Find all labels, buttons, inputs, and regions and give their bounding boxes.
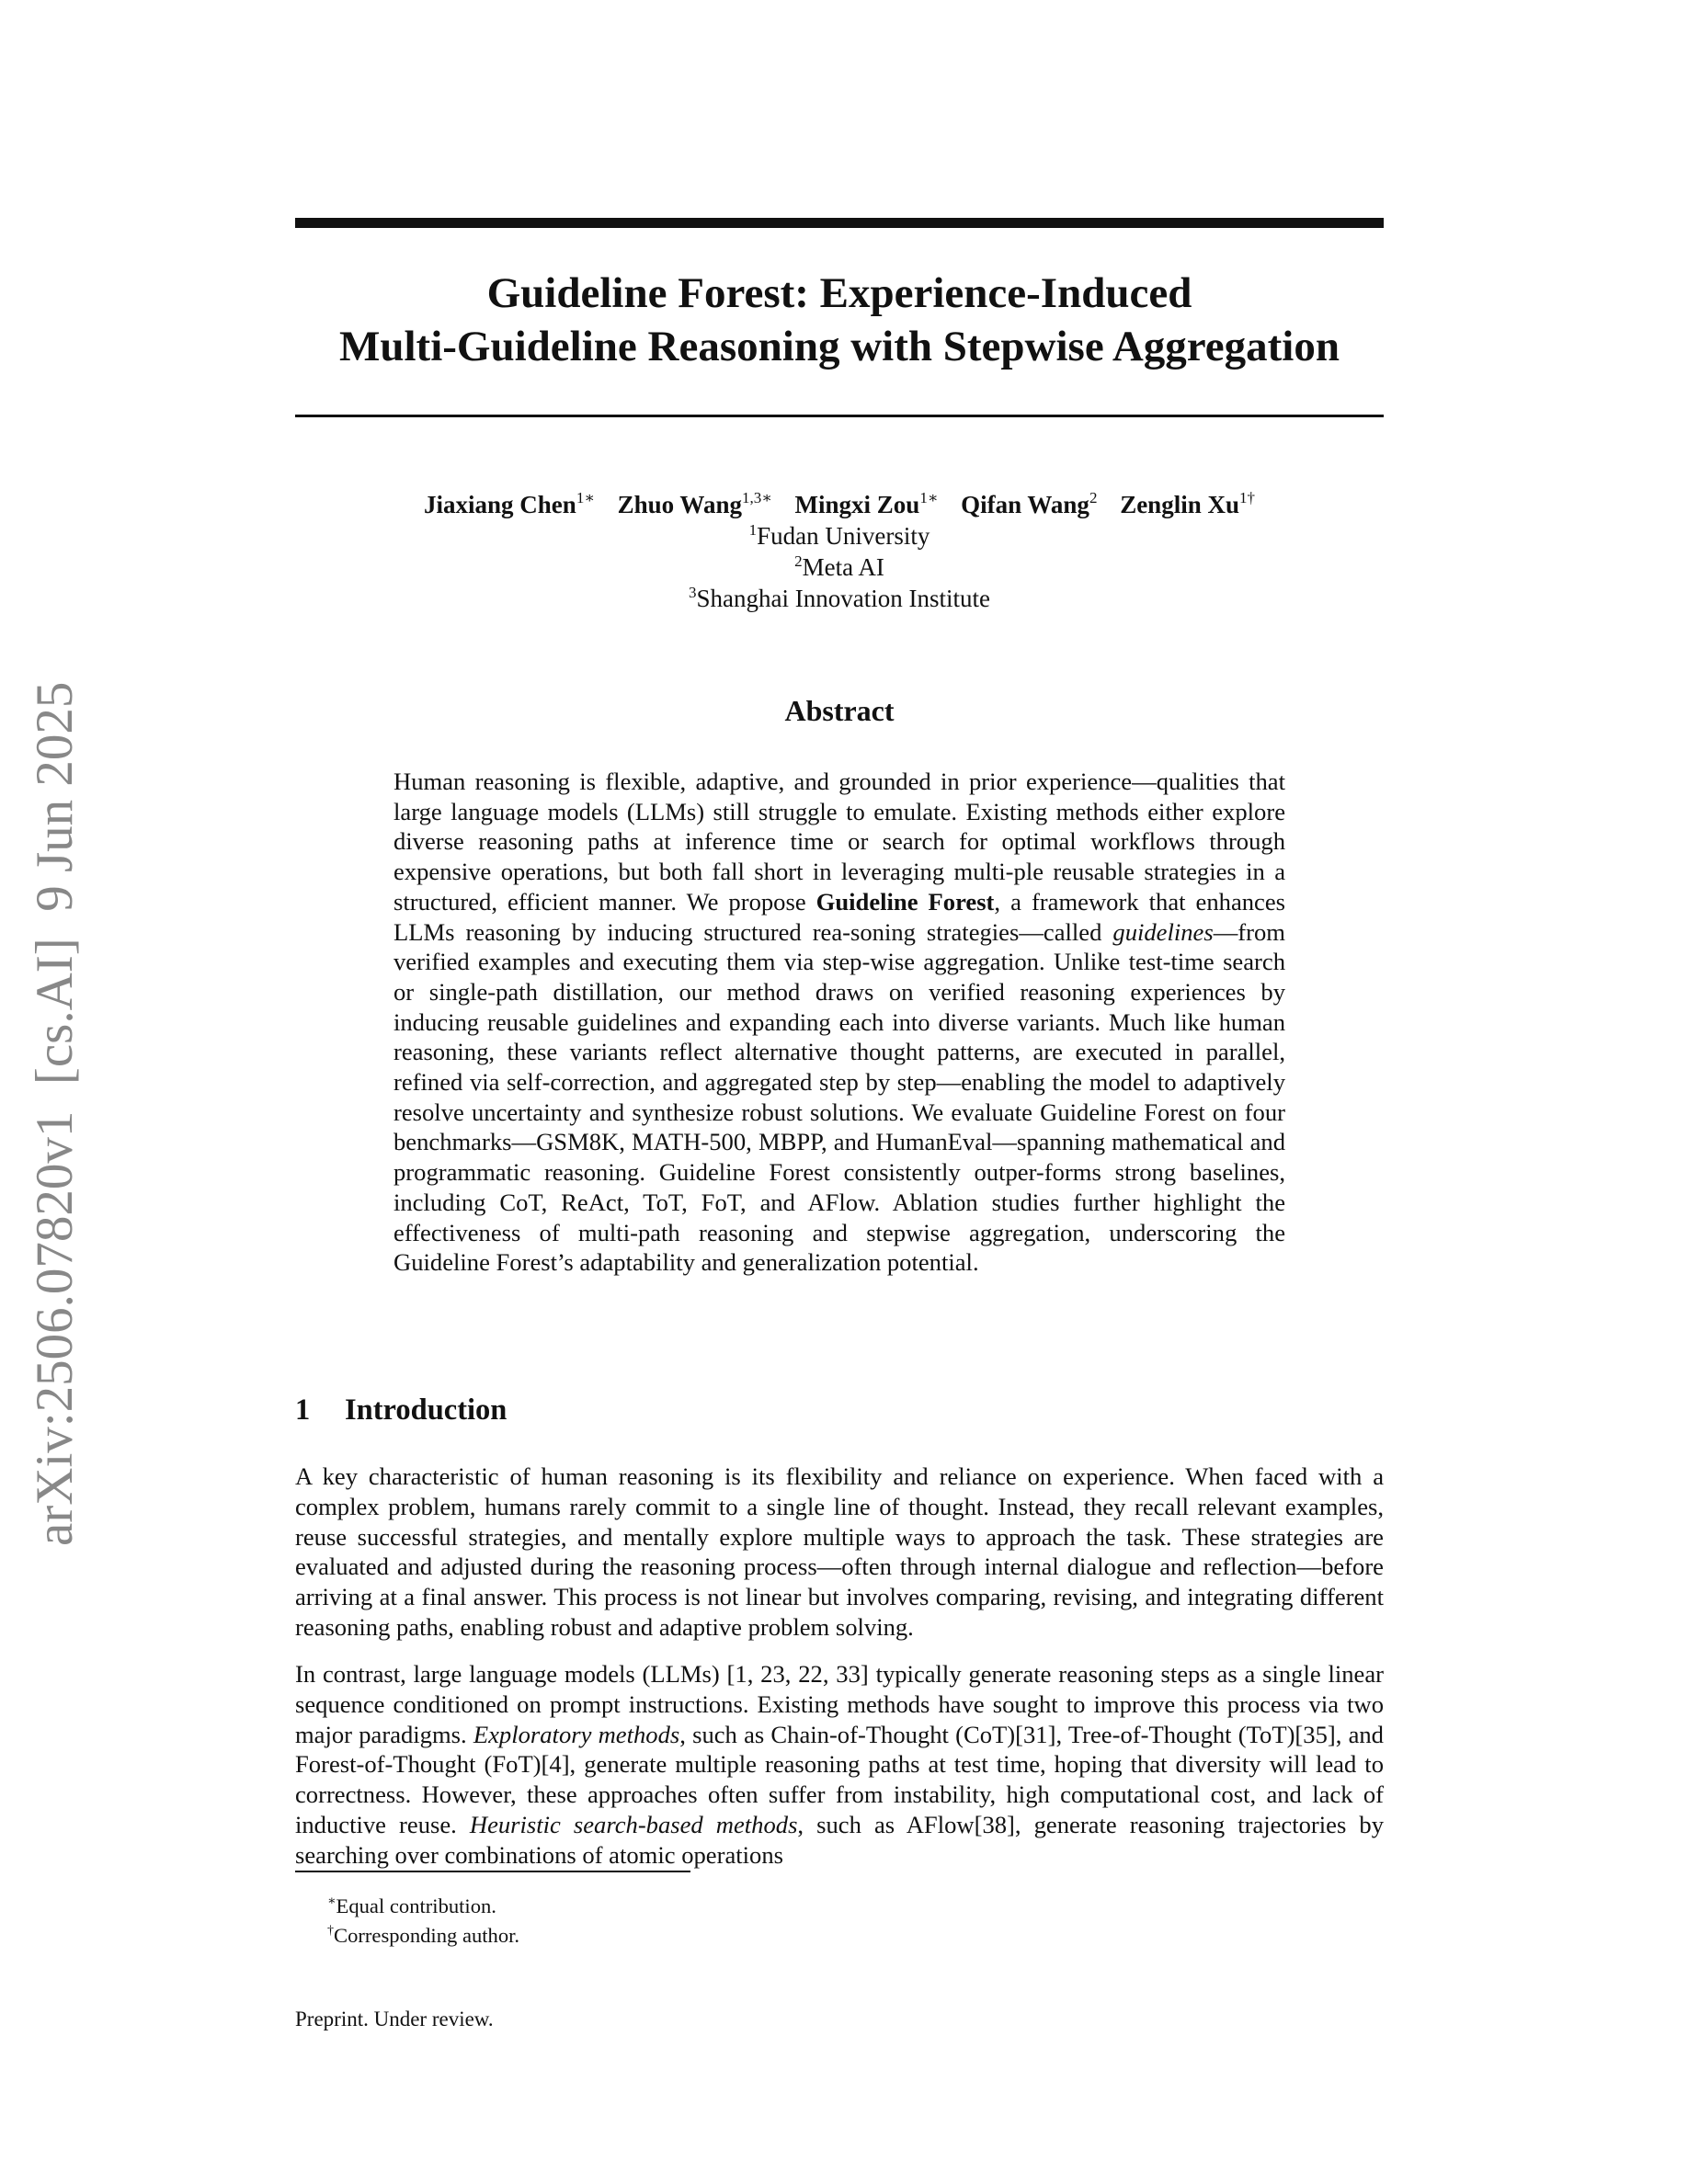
- section-number: 1: [295, 1393, 311, 1427]
- affiliation: $^3$Shanghai Innovation Institute: [689, 584, 990, 612]
- footnote: ∗Equal contribution.: [327, 1894, 496, 1917]
- author-block: [295, 489, 1384, 614]
- title-line-1: Guideline Forest: Experience-Induced: [486, 269, 1192, 317]
- preprint-note: Preprint. Under review.: [295, 2008, 494, 2030]
- title-line-2: Multi-Guideline Reasoning with Stepwise Aggregation: [338, 323, 1340, 370]
- title-rule-bottom: [295, 415, 1384, 417]
- author-name: Zenglin $Xu^{1\dagger}$: [1120, 489, 1255, 518]
- intro-paragraph-2: In contrast, large language models (LLMs) [1, 23, 22, 33] typically generate reasoning steps as a single linear sequence conditioned on prompt instructions. Existing methods have sought to improve this process via two major paradigms. Exploratory methods, such as Chain-of-Thought (CoT)[31], Tree-of-Thought (ToT)[35], and Forest-of-Thought (FoT)[4], generate multiple reasoning paths at test time, hoping that diversity will lead to correctness. However, these approaches often suffer from instability, high computational cost, and lack of inductive reuse. Heuristic search-based methods, such as AFlow[38], generate reasoning trajectories by searching over combinations of atomic operations: [295, 1660, 1384, 1869]
- paper-title: [295, 267, 1384, 373]
- abstract-text: Human reasoning is flexible, adaptive, and grounded in prior experience—qualities that large language models (LLMs) still struggle to emulate. Existing methods either explore diverse reasoning paths at inference time or search for optimal workflows through expensive operations, but both fall short in leveraging multi-ple reusable strategies in a structured, efficient manner. We propose Guideline Forest, a framework that enhances LLMs reasoning by inducing structured rea-soning strategies—called guidelines—from verified examples and executing them via step-wise aggregation. Unlike test-time search or single-path distillation, our method draws on verified reasoning experiences by inducing reusable guidelines and expanding each into diverse variants. Much like human reasoning, these variants reflect alternative thought patterns, are executed in parallel, refined via self-correction, and aggregated step by step—enabling the model to adaptively resolve uncertainty and synthesize robust solutions. We evaluate Guideline Forest on four benchmarks—GSM8K, MATH-500, MBPP, and HumanEval—spanning mathematical and programmatic reasoning. Guideline Forest consistently outper-forms strong baselines, including CoT, ReAct, ToT, FoT, and AFlow. Ablation studies further highlight the effectiveness of multi-path reasoning and stepwise aggregation, underscoring the Guideline Forest’s adaptability and generalization potential.: [393, 768, 1285, 1277]
- abstract-heading: Abstract: [784, 694, 895, 727]
- arxiv-identifier-stamp: arXiv:2506.07820v1 [cs.AI] 9 Jun 2025: [26, 681, 84, 1546]
- footnote-rule: [295, 1871, 690, 1872]
- author-name: Qifan Wang$^2$: [961, 489, 1098, 518]
- intro-paragraph-1: A key characteristic of human reasoning is its flexibility and reliance on experience. When faced with a complex problem, humans rarely commit to a single line of thought. Instead, they recall relevant examples, reuse successful strategies, and mentally explore multiple ways to approach the task. These strategies are evaluated and adjusted during the reasoning process—often through internal dialogue and reflection—before arriving at a final answer. This process is not linear but involves comparing, revising, and integrating different reasoning paths, enabling robust and adaptive problem solving.: [295, 1462, 1384, 1641]
- footnote: †Corresponding author.: [327, 1924, 520, 1947]
- section-title: Introduction: [345, 1393, 508, 1427]
- author-name: Mingxi Zou$^{1∗}$: [794, 489, 939, 518]
- author-list: [295, 489, 1384, 520]
- title-rule-top: [295, 218, 1384, 228]
- section-heading: [295, 1393, 507, 1428]
- affiliation: $^1$Fudan University: [748, 521, 930, 550]
- author-name: Jiaxiang Chen$^{1∗}$: [424, 489, 595, 518]
- affiliation: $^2$Meta AI: [794, 552, 884, 581]
- author-name: Zhuo Wang$^{1,3∗}$: [617, 489, 772, 518]
